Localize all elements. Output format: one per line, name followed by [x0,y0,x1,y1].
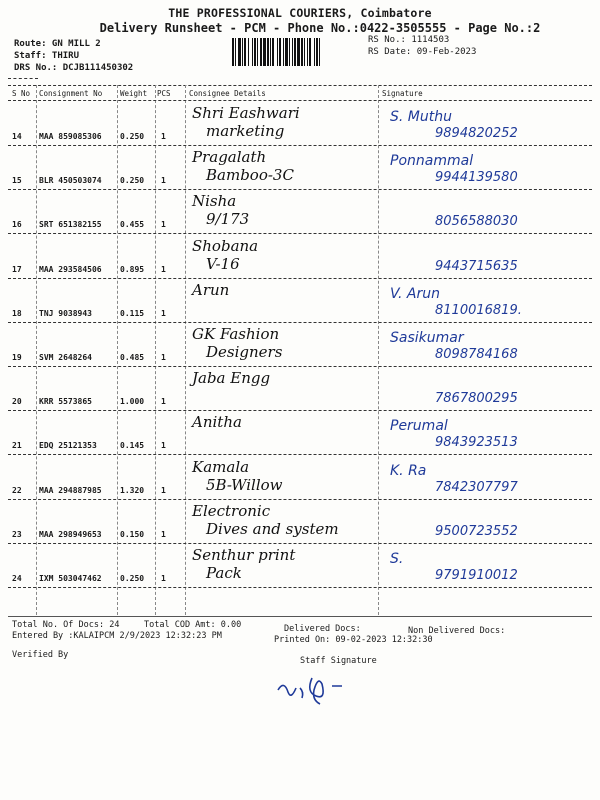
row-pcs: 1 [161,132,166,141]
row-consignee-line1: Senthur print [192,546,296,564]
row-weight: 0.455 [120,220,145,230]
staff-signature-label: Staff Signature [300,656,377,666]
row-signature-name: S. [390,551,404,567]
row-consignment-no: TNJ 9038943 [39,308,92,318]
delivered-docs: Delivered Docs: [284,624,361,634]
row-consignee-line1: Anitha [192,413,242,432]
row-pcs: 1 [161,529,166,539]
col-sno: S No [12,89,31,98]
row-weight: 0.895 [120,264,145,274]
row-consignee-line2: marketing [206,122,285,140]
row-consignment-no: KRR 5573865 [39,397,92,407]
row-consignee-line2: 5B-Willow [206,475,283,494]
row-sno: 14 [12,132,22,141]
row-pcs: 1 [161,308,166,318]
row-sno: 16 [12,220,22,230]
row-consignee-line1: Kamala [192,457,250,476]
staff-signature-scribble [270,672,380,708]
col-weight: Weight [120,89,148,98]
row-consignee-line1: Shobana [192,236,259,255]
row-signature-phone: 7842307797 [435,479,518,495]
row-sno: 24 [12,574,22,583]
row-consignee-line2: 9/173 [206,210,250,229]
row-signature-name: S. Muthu [390,109,452,125]
row-consignee-line1: Nisha [192,192,237,211]
row-sno: 23 [12,529,22,539]
row-consignee-line1: Jaba Engg [192,369,271,388]
row-signature-phone: 7867800295 [435,391,518,407]
row-consignment-no: BLR 450503074 [39,176,102,186]
rs-date: RS Date: 09-Feb-2023 [368,47,477,57]
row-signature-phone: 8056588030 [435,214,518,230]
staff-label: Staff: THIRU [14,51,80,61]
row-sno: 21 [12,441,22,451]
total-cod: Total COD Amt: 0.00 [144,620,242,630]
row-consignee-line2: Bamboo-3C [206,166,294,185]
row-weight: 0.115 [120,308,145,318]
entered-by: Entered By :KALAIPCM 2/9/2023 12:32:23 PM [12,631,222,641]
row-consignee-line2: Dives and system [206,519,339,538]
row-signature-phone: 8110016819. [435,302,522,318]
row-weight: 0.250 [120,574,145,583]
row-pcs: 1 [161,574,166,583]
row-consignment-no: MAA 859085306 [39,132,102,141]
row-consignee-line1: Pragalath [192,148,267,167]
row-consignee-line1: Arun [192,280,230,299]
printed-on: Printed On: 09-02-2023 12:32:30 [274,635,433,645]
row-consignee-line2: Designers [206,343,283,361]
row-sno: 19 [12,353,22,362]
row-weight: 0.145 [120,441,145,451]
row-consignment-no: SVM 2648264 [39,353,92,362]
row-signature-phone: 9944139580 [435,170,518,186]
row-consignment-no: MAA 294887985 [39,485,102,495]
row-sno: 18 [12,308,22,318]
row-weight: 0.250 [120,176,145,186]
row-consignment-no: IXM 503047462 [39,574,102,583]
row-weight: 0.150 [120,529,145,539]
total-docs: Total No. Of Docs: 24 [12,620,120,630]
row-consignment-no: MAA 293584506 [39,264,102,274]
col-consignment: Consignment No [39,89,103,98]
row-consignee-line1: GK Fashion [192,325,280,343]
row-pcs: 1 [161,397,166,407]
non-delivered-docs: Non Delivered Docs: [408,626,506,636]
row-signature-name: Sasikumar [390,330,464,346]
row-sno: 17 [12,264,22,274]
row-sno: 20 [12,397,22,407]
row-sno: 22 [12,485,22,495]
verified-by: Verified By [12,650,69,660]
row-consignment-no: SRT 651382155 [39,220,102,230]
col-signature: Signature [382,89,423,98]
drs-number: DRS No.: DCJB111450302 [14,63,134,73]
row-consignment-no: MAA 298949653 [39,529,102,539]
row-signature-name: Ponnammal [390,153,474,170]
route-label: Route: GN MILL 2 [14,39,101,49]
row-pcs: 1 [161,176,166,186]
row-pcs: 1 [161,441,166,451]
row-pcs: 1 [161,220,166,230]
barcode-icon [230,38,364,66]
row-signature-name: Perumal [390,418,448,435]
row-sno: 15 [12,176,22,186]
row-consignment-no: EDQ 25121353 [39,441,97,451]
row-signature-phone: 8098784168 [435,347,518,362]
company-name: THE PROFESSIONAL COURIERS, Coimbatore [168,6,432,20]
row-signature-name: V. Arun [390,285,440,302]
row-consignee-line1: Electronic [192,501,271,520]
row-weight: 1.000 [120,397,145,407]
col-pcs: PCS [157,89,171,98]
row-signature-phone: 9894820252 [435,126,518,141]
row-consignee-line2: Pack [206,564,242,582]
row-pcs: 1 [161,353,166,362]
row-signature-name: K. Ra [390,462,427,479]
row-signature-phone: 9443715635 [435,258,518,274]
row-consignee-line2: V-16 [206,254,240,273]
row-pcs: 1 [161,485,166,495]
row-consignee-line1: Shri Eashwari [192,104,300,122]
rs-number: RS No.: 1114503 [368,35,450,45]
row-pcs: 1 [161,264,166,274]
runsheet-title: Delivery Runsheet - PCM - Phone No.:0422-3505555 - Page No.:2 [99,21,541,35]
row-weight: 0.485 [120,353,145,362]
row-signature-phone: 9791910012 [435,568,518,583]
row-weight: 0.250 [120,132,145,141]
row-weight: 1.320 [120,485,145,495]
row-signature-phone: 9500723552 [435,523,518,539]
row-signature-phone: 9843923513 [435,435,518,451]
col-consignee: Consignee Details [189,89,266,98]
